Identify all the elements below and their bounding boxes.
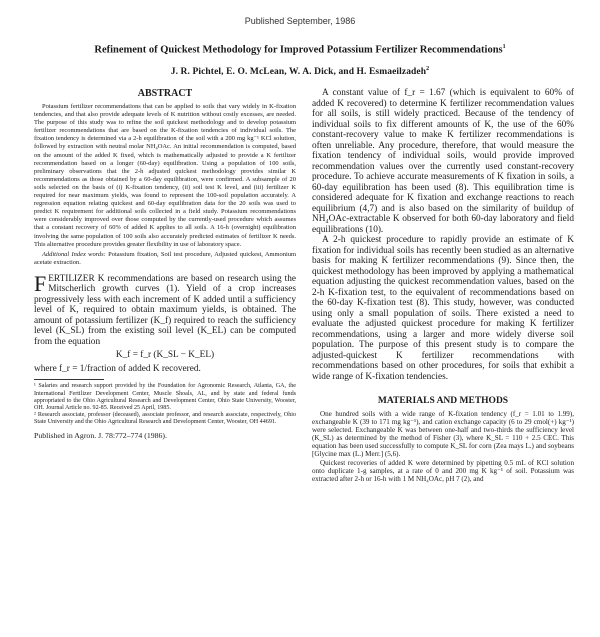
citation: Published in Agron. J. 78:772–774 (1986). bbox=[34, 430, 167, 440]
authors-footnote-marker: 2 bbox=[426, 66, 430, 72]
published-date: Published September, 1986 bbox=[244, 16, 356, 26]
right-paragraph-1: A constant value of f_r = 1.67 (which is equivalent to 60% of added K recovered) to determine K fertilizer recommendation values for all soils, is still widely practiced. Because of the tendency of individual soils to fix different amounts of K, the use of the 60% constant-recovery value to make K fertilizer recommendations is often unreliable. Any procedure, therefore, that would measure the fixation tendency of individual soils, would provide improved recommendation values over the currently used constant-recovery procedure. To achieve accurate measurements of K fixation in soils, a 60-day equilibration has been used (8). This equilibration time is considered adequate for K fixation and exchange reactions to reach equilibrium (4,7) and is also based on the similarity of buildup of NH₄OAc-extractable K observed for both 60-day laboratory and field equilibrations (10). bbox=[312, 88, 574, 235]
index-words bbox=[34, 251, 296, 267]
footnote-1: ¹ Salaries and research support provided by the Foundation for Agronomic Research, Atlanta, GA, the International Fertilizer Development Center, Muscle Shoals, AL, and by state and federal funds appropriated to the Ohio Agricultural Research and Development Center, Ohio State University, Wooster, OH. Journal Article no. 92-85. Received 25 April, 1985. bbox=[34, 383, 296, 411]
paper-title bbox=[30, 44, 570, 56]
intro-paragraph bbox=[34, 270, 296, 348]
author-names: J. R. Pichtel, E. O. McLean, W. A. Dick, and H. Esmaeilzadeh bbox=[170, 67, 427, 78]
index-words-list: Potassium fixation, Soil test procedure, Adjusted quickest, Ammonium acetate extraction. bbox=[34, 250, 297, 266]
title-text: Refinement of Quickest Methodology for Improved Potassium Fertilizer Recommendations bbox=[94, 44, 503, 56]
intro-text: K recommendations are based on research using the Mitscherlich growth curves (1). Yield of a crop increases progressively less with each increment of K added until a sufficiency level of K, required to obtain maximum yields, is obtained. The amount of potassium fertilizer (K_f) required to reach the sufficiency level (K_SL) from the existing soil level (K_EL) can be computed from the equation bbox=[34, 273, 296, 347]
right-paragraph-2: A 2-h quickest procedure to rapidly provide an estimate of K fixation for individual soils has recently been studied as an alternative basis for making K fertilizer recommendations (9). Since then, the quickest methodology has been improved by applying a mathematical equation adjusting the quickest recommendation values, based on the 2-h K-fixation test, to the equivalent of recommendations based on the 60-day K-fixation test (8). This study, however, was conducted using only a small population of soils. There existed a need to evaluate the adjusted quickest procedure for making K fertilizer recommendations, using a larger and more widely diverse soil population. The purpose of this present study is to compare the adjusted-quickest K fertilizer recommendations with recommendations based on other procedures, for soils that exhibit a wide range of K-fixation tendencies. bbox=[312, 235, 574, 382]
abstract-heading: ABSTRACT bbox=[137, 88, 193, 99]
materials-methods-heading: MATERIALS AND METHODS bbox=[377, 396, 509, 406]
materials-methods-body bbox=[312, 410, 574, 483]
title-footnote-marker: 1 bbox=[502, 44, 506, 50]
equation: K_f = f_r (K_SL − K_EL) bbox=[115, 350, 215, 361]
mm-paragraph-1: One hundred soils with a wide range of K-fixation tendency (f_r = 1.01 to 1.99), exchangeable K (39 to 171 mg kg⁻¹), and cation exchange capacity (6 to 29 cmol(+) kg⁻¹) were selected. Exchangeable K was between one-half and two-thirds the sufficiency level (K_SL) as determined by the method of Fisher (3), where K_SL = 110 + 2.5 CEC. This equation has been used successfully to compute K_SL for corn (Zea mays L.) and soybeans [Glycine max (L.) Merr.] (5,6). bbox=[312, 410, 574, 459]
equation-where: where f_r = 1/fraction of added K recovered. bbox=[34, 363, 201, 374]
authors bbox=[30, 66, 570, 77]
dropcap-letter: F bbox=[34, 270, 47, 296]
left-column bbox=[34, 88, 296, 440]
abstract-body bbox=[34, 103, 296, 249]
abstract-text: Potassium fertilizer recommendations that can be applied to soils that vary widely in K-fixation tendencies, and that also provide adequate levels of K nutrition without costly excesses, are needed. The purpose of this study was to refine the soil quickest methodology and to develop potassium fertilizer recommendations that are based on the K-fixation tendencies of individual soils. The fixation tendency is determined via a 2-h equilibration of the soil with a 200 mg kg⁻¹ KCl solution, followed by extraction with neutral molar NH₄OAc. An initial recommendation is computed, based on the amount of the added K fixed, which is mathematically adjusted to provide a K fertilizer recommendation based on a longer (60-day) equilibration. Using a population of 100 soils, preliminary observations that the 2-h adjusted quickest methodology provides similar K recommendations as those obtained by a 60-day equilibration, were confirmed. A subsample of 20 soils selected on the basis of (i) K-fixation tendency, (ii) soil test K level, and (iii) fertilizer K required for near maximum yields, was found to represent the 100-soil population accurately. A regression equation relating quickest and 60-day equilibration data for the 20 soils was used to predict K requirement for additional soils collected in a field study. Potassium recommendations were considerably improved over those computed by the currently-used procedure which assumes that a constant recovery of 60% of added K applies to all soils. A 16-h (overnight) equilibration involving the same population of 100 soils also accurately predicted estimates of fertilizer K needs. This alternative procedure provides greater flexibility in use of laboratory space. bbox=[34, 103, 296, 248]
footnote-rule bbox=[34, 379, 104, 380]
footnote-2: ² Research associate, professor (deceased), associate professor, and research associate, respectively, Ohio State University and the Ohio Agricultural Research and Development Center, Wooster, OH 44691. bbox=[34, 412, 296, 426]
index-words-label: Additional Index words: bbox=[42, 250, 106, 258]
intro-lead: ERTILIZER bbox=[48, 273, 95, 284]
right-body bbox=[312, 88, 574, 382]
introduction bbox=[34, 270, 296, 375]
mm-paragraph-2: Quickest recoveries of added K were determined by pipetting 0.5 mL of KCl solution onto duplicate 1-g samples, at a rate of 0 and 200 mg K kg⁻¹ of soil. Potassium was extracted after 2-h or 16-h with 1 M NH₄OAc, pH 7 (2), and bbox=[312, 458, 574, 483]
right-column bbox=[312, 88, 574, 483]
